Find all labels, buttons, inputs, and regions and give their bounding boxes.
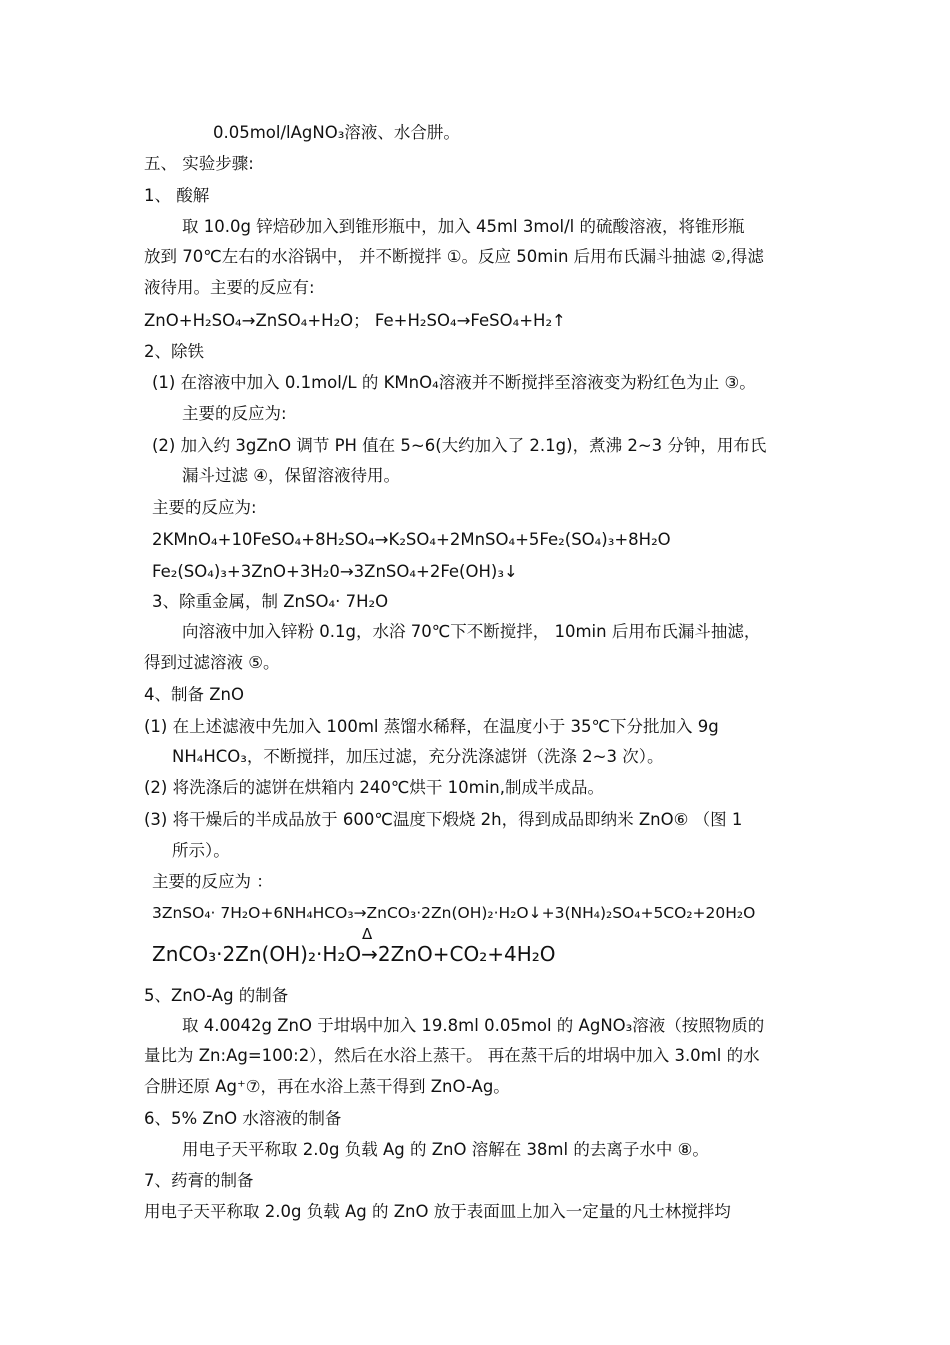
- paragraph-line: 漏斗过滤 ④，保留溶液待用。: [182, 466, 401, 485]
- list-item: (1) 在溶液中加入 0.1mol/L 的 KMnO₄溶液并不断搅拌至溶液变为粉红色为止 ③。: [152, 373, 756, 392]
- paragraph-line: 主要的反应为:: [152, 498, 257, 517]
- paragraph-line: 放到 70℃左右的水浴锅中， 并不断搅拌 ①。反应 50min 后用布氏漏斗抽滤 ②,得滤: [144, 247, 764, 266]
- step-heading: 6、5% ZnO 水溶液的制备: [144, 1109, 342, 1128]
- paragraph-line: 取 10.0g 锌焙砂加入到锥形瓶中，加入 45ml 3mol/l 的硫酸溶液，将锥形瓶: [182, 217, 745, 236]
- materials-line: 0.05mol/lAgNO₃溶液、水合肼。: [213, 123, 460, 142]
- paragraph-line: 所示）。: [172, 841, 230, 860]
- step-heading: 4、制备 ZnO: [144, 685, 244, 704]
- step-heading: 7、药膏的制备: [144, 1171, 254, 1190]
- list-item: (1) 在上述滤液中先加入 100ml 蒸馏水稀释，在温度小于 35℃下分批加入 9g: [144, 717, 719, 736]
- step-heading: 2、除铁: [144, 342, 204, 361]
- paragraph-line: 主要的反应为:: [182, 404, 287, 423]
- heat-symbol: Δ: [362, 925, 373, 943]
- section-heading: 五、 实验步骤:: [144, 154, 254, 173]
- list-item: (2) 加入约 3gZnO 调节 PH 值在 5~6(大约加入了 2.1g)，煮沸 2~3 分钟，用布氏: [152, 436, 767, 455]
- paragraph-line: 用电子天平称取 2.0g 负载 Ag 的 ZnO 放于表面皿上加入一定量的凡士林搅拌均: [144, 1202, 731, 1221]
- paragraph-line: 量比为 Zn:Ag=100:2），然后在水浴上蒸干。 再在蒸干后的坩埚中加入 3.0ml 的水: [144, 1046, 760, 1065]
- list-item: (2) 将洗涤后的滤饼在烘箱内 240℃烘干 10min,制成半成品。: [144, 778, 604, 797]
- paragraph-line: 向溶液中加入锌粉 0.1g，水浴 70℃下不断搅拌， 10min 后用布氏漏斗抽滤，: [182, 622, 761, 641]
- list-item: (3) 将干燥后的半成品放于 600℃温度下煅烧 2h，得到成品即纳米 ZnO⑥ （图 1: [144, 810, 743, 829]
- paragraph-line: 得到过滤溶液 ⑤。: [144, 653, 280, 672]
- paragraph-line: 主要的反应为 ：: [152, 872, 273, 891]
- equation-line: 2KMnO₄+10FeSO₄+8H₂SO₄→K₂SO₄+2MnSO₄+5Fe₂(SO₄)₃+8H₂O: [152, 530, 671, 549]
- equation-line: Fe₂(SO₄)₃+3ZnO+3H₂0→3ZnSO₄+2Fe(OH)₃↓: [152, 562, 518, 581]
- paragraph-line: 液待用。主要的反应有:: [144, 278, 315, 297]
- paragraph-line: 用电子天平称取 2.0g 负载 Ag 的 ZnO 溶解在 38ml 的去离子水中 ⑧。: [182, 1140, 709, 1159]
- equation-line: ZnCO₃·2Zn(OH)₂·H₂O→2ZnO+CO₂+4H₂O: [152, 942, 556, 966]
- step-heading: 1、 酸解: [144, 186, 210, 205]
- paragraph-line: NH₄HCO₃，不断搅拌，加压过滤，充分洗涤滤饼（洗涤 2~3 次）。: [172, 747, 664, 766]
- paragraph-line: 取 4.0042g ZnO 于坩埚中加入 19.8ml 0.05mol 的 AgNO₃溶液（按照物质的: [182, 1016, 765, 1035]
- step-heading: 3、除重金属，制 ZnSO₄· 7H₂O: [152, 592, 389, 611]
- equation-line: ZnO+H₂SO₄→ZnSO₄+H₂O； Fe+H₂SO₄→FeSO₄+H₂↑: [144, 311, 566, 330]
- step-heading: 5、ZnO-Ag 的制备: [144, 986, 289, 1005]
- paragraph-line: 合肼还原 Ag⁺⑦，再在水浴上蒸干得到 ZnO-Ag。: [144, 1077, 510, 1096]
- equation-line: 3ZnSO₄· 7H₂O+6NH₄HCO₃→ZnCO₃·2Zn(OH)₂·H₂O↓+3(NH₄)₂SO₄+5CO₂+20H₂O: [152, 904, 756, 922]
